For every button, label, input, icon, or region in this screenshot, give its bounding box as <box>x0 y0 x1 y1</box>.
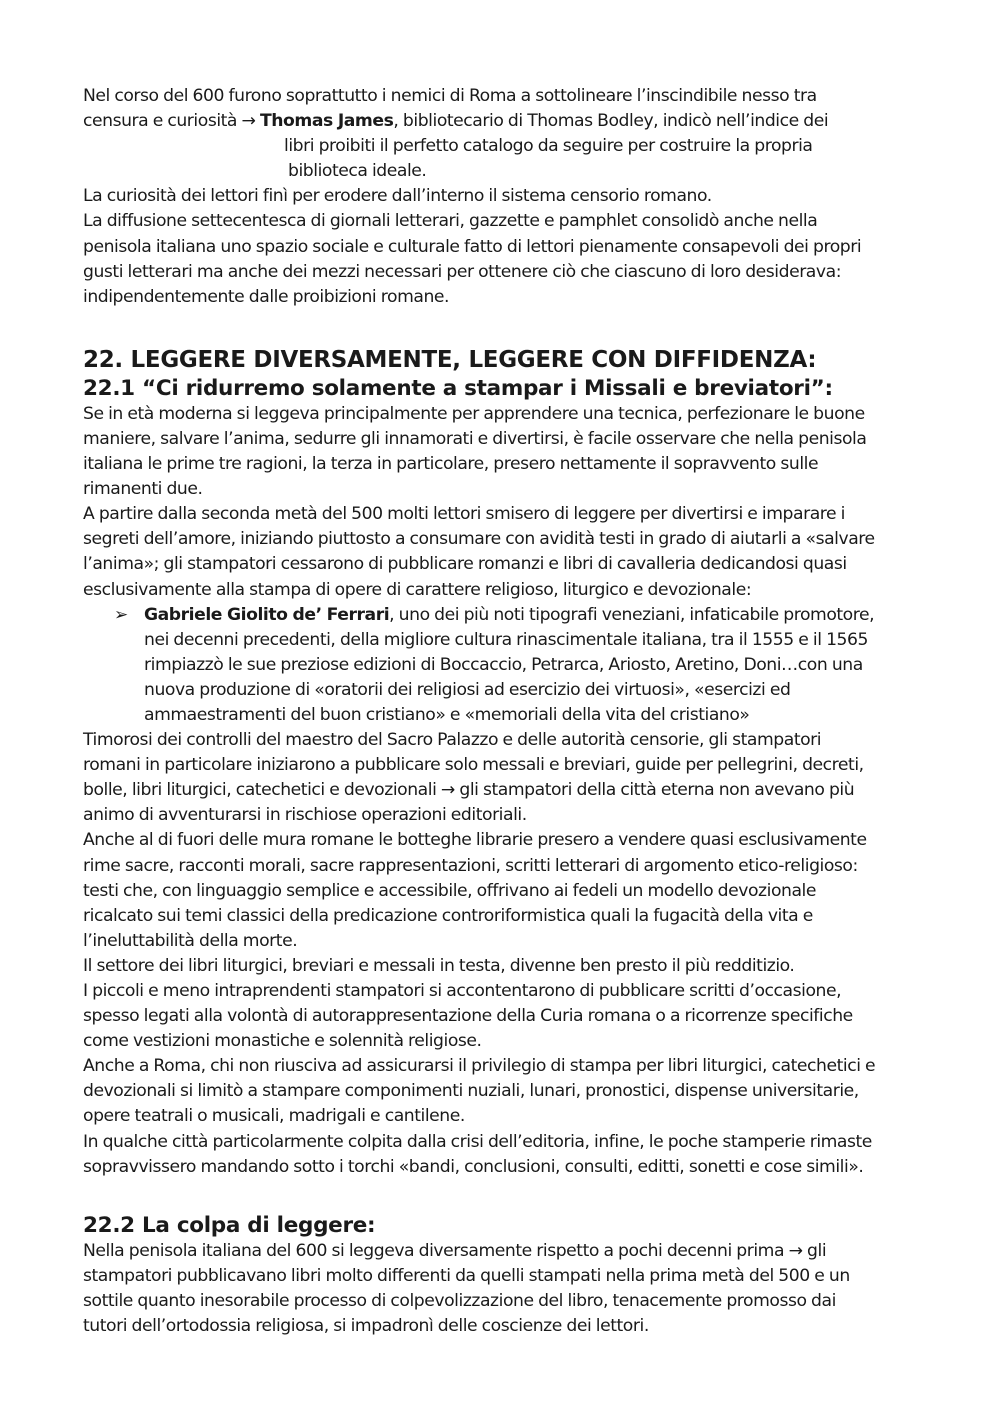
text-line: devozionali si limitò a stampare componimenti nuziali, lunari, pronostici, dispense universitarie, <box>83 1081 859 1102</box>
intro-paragraph <box>83 84 933 310</box>
text-line <box>83 109 933 134</box>
paragraph <box>83 1239 933 1339</box>
text-span: , bibliotecario di Thomas Bodley, indicò nell’indice dei <box>393 111 829 132</box>
subsection-heading: 22.2 La colpa di leggere: <box>83 1212 376 1238</box>
text-line: Nel corso del 600 furono soprattutto i nemici di Roma a sottolineare l’inscindibile nesso tra <box>83 86 817 106</box>
paragraph <box>83 1130 933 1180</box>
paragraph <box>83 728 933 828</box>
text-line: sopravvissero mandando sotto i torchi «bandi, conclusioni, consulti, editti, sonetti e cose simili». <box>83 1156 864 1177</box>
text-line: I piccoli e meno intraprendenti stampatori si accontentarono di pubblicare scritti d’occasione, <box>83 981 842 1001</box>
text-line: l’ineluttabilità della morte. <box>83 930 298 951</box>
text-line: La diffusione settecentesca di giornali letterari, gazzette e pamphlet consolidò anche nella <box>83 211 818 232</box>
text-line: nei decenni precedenti, della migliore cultura rinascimentale italiana, tra il 1555 e il 1565 <box>144 629 869 650</box>
text-line: libri proibiti il perfetto catalogo da seguire per costruire la propria <box>284 136 813 157</box>
text-line: Se in età moderna si leggeva principalmente per apprendere una tecnica, perfezionare le buone <box>83 403 865 424</box>
text-line: biblioteca ideale. <box>288 161 427 182</box>
bold-name-thomas-james: Thomas James <box>260 111 394 132</box>
text-line: A partire dalla seconda metà del 500 molti lettori smisero di leggere per divertirsi e imparare i <box>83 504 845 525</box>
paragraph <box>83 954 933 979</box>
bullet-item <box>83 603 933 728</box>
text-line: penisola italiana uno spazio sociale e culturale fatto di lettori pienamente consapevoli dei propri <box>83 236 862 257</box>
paragraph <box>83 502 933 602</box>
text-line: ricalcato sui temi classici della predicazione controriformistica quali la fugacità della vita e <box>83 905 813 926</box>
text-line: Nella penisola italiana del 600 si leggeva diversamente rispetto a pochi decenni prima → gli <box>83 1240 827 1261</box>
spacer <box>83 310 933 345</box>
text-line: maniere, salvare l’anima, sedurre gli innamorati e divertirsi, è facile osservare che nella penisola <box>83 428 867 449</box>
text-line <box>144 603 933 628</box>
text-line: nuova produzione di «oratorii dei religiosi ad esercizio dei virtuosi», «esercizi ed <box>144 679 791 700</box>
spacer <box>83 1180 933 1212</box>
text-line: romani in particolare iniziarono a pubblicare solo messali e breviari, guide per pellegrini, decreti, <box>83 755 864 776</box>
text-line: Anche a Roma, chi non riusciva ad assicurarsi il privilegio di stampa per libri liturgici, catechetici e <box>83 1056 876 1077</box>
paragraph <box>83 979 933 1054</box>
text-line: indipendentemente dalle proibizioni romane. <box>83 286 450 307</box>
text-line: animo di avventurarsi in rischiose operazioni editoriali. <box>83 805 527 826</box>
text-line: come vestizioni monastiche e solennità religiose. <box>83 1031 482 1052</box>
text-line: La curiosità dei lettori finì per erodere dall’interno il sistema censorio romano. <box>83 186 712 207</box>
text-line: In qualche città particolarmente colpita dalla crisi dell’editoria, infine, le poche stamperie rimaste <box>83 1131 872 1152</box>
text-line: bolle, libri liturgici, catechetici e devozionali → gli stampatori della città eterna non avevano più <box>83 780 855 801</box>
subsection-heading: 22.1 “Ci ridurremo solamente a stampar i Missali e breviatori”: <box>83 375 833 401</box>
text-line: spesso legati alla volontà di autorappresentazione della Curia romana o a ricorrenze specifiche <box>83 1006 853 1027</box>
text-line: gusti letterari ma anche dei mezzi necessari per ottenere ciò che ciascuno di loro desiderava: <box>83 261 842 282</box>
text-line: segreti dell’amore, iniziando piuttosto a consumare con avidità testi in grado di aiutarli a «salvare <box>83 529 875 550</box>
paragraph <box>83 1054 933 1129</box>
text-span: , uno dei più noti tipografi veneziani, infaticabile promotore, <box>389 604 875 625</box>
text-line: stampatori pubblicavano libri molto differenti da quelli stampati nella prima metà del 500 e un <box>83 1265 850 1286</box>
section-heading: 22. LEGGERE DIVERSAMENTE, LEGGERE CON DIFFIDENZA: <box>83 346 817 373</box>
text-line: rime sacre, racconti morali, sacre rappresentazioni, scritti letterari di argomento etico-religioso: <box>83 855 858 876</box>
text-line: ammaestramenti del buon cristiano» e «memoriali della vita del cristiano» <box>144 704 750 725</box>
bold-name-giolito: Gabriele Giolito de’ Ferrari <box>144 604 390 625</box>
text-line: rimpiazzò le sue preziose edizioni di Boccaccio, Petrarca, Ariosto, Aretino, Doni…con una <box>144 654 863 675</box>
text-line: rimanenti due. <box>83 479 203 500</box>
text-line: opere teatrali o musicali, madrigali e cantilene. <box>83 1106 465 1127</box>
text-line: Il settore dei libri liturgici, breviari e messali in testa, divenne ben presto il più redditizio. <box>83 955 795 976</box>
text-span: censura e curiosità → <box>83 111 260 132</box>
text-line: sottile quanto inesorabile processo di colpevolizzazione del libro, tenacemente promosso dai <box>83 1290 836 1311</box>
text-line: Anche al di fuori delle mura romane le botteghe librarie presero a vendere quasi esclusivamente <box>83 830 867 851</box>
text-line: tutori dell’ortodossia religiosa, si impadronì delle coscienze dei lettori. <box>83 1316 649 1337</box>
text-line: Timorosi dei controlli del maestro del Sacro Palazzo e delle autorità censorie, gli stampatori <box>83 730 822 751</box>
text-line: l’anima»; gli stampatori cessarono di pubblicare romanzi e libri di cavalleria dedicandosi quasi <box>83 554 847 575</box>
text-line: esclusivamente alla stampa di opere di carattere religioso, liturgico e devozionale: <box>83 579 752 600</box>
paragraph <box>83 828 933 953</box>
text-line: italiana le prime tre ragioni, la terza in particolare, presero nettamente il sopravvento sulle <box>83 454 819 475</box>
text-line: testi che, con linguaggio semplice e accessibile, offrivano ai fedeli un modello devozionale <box>83 880 816 901</box>
arrow-bullet-icon: ➢ <box>114 604 129 625</box>
paragraph <box>83 402 933 502</box>
document-page <box>83 84 933 1339</box>
